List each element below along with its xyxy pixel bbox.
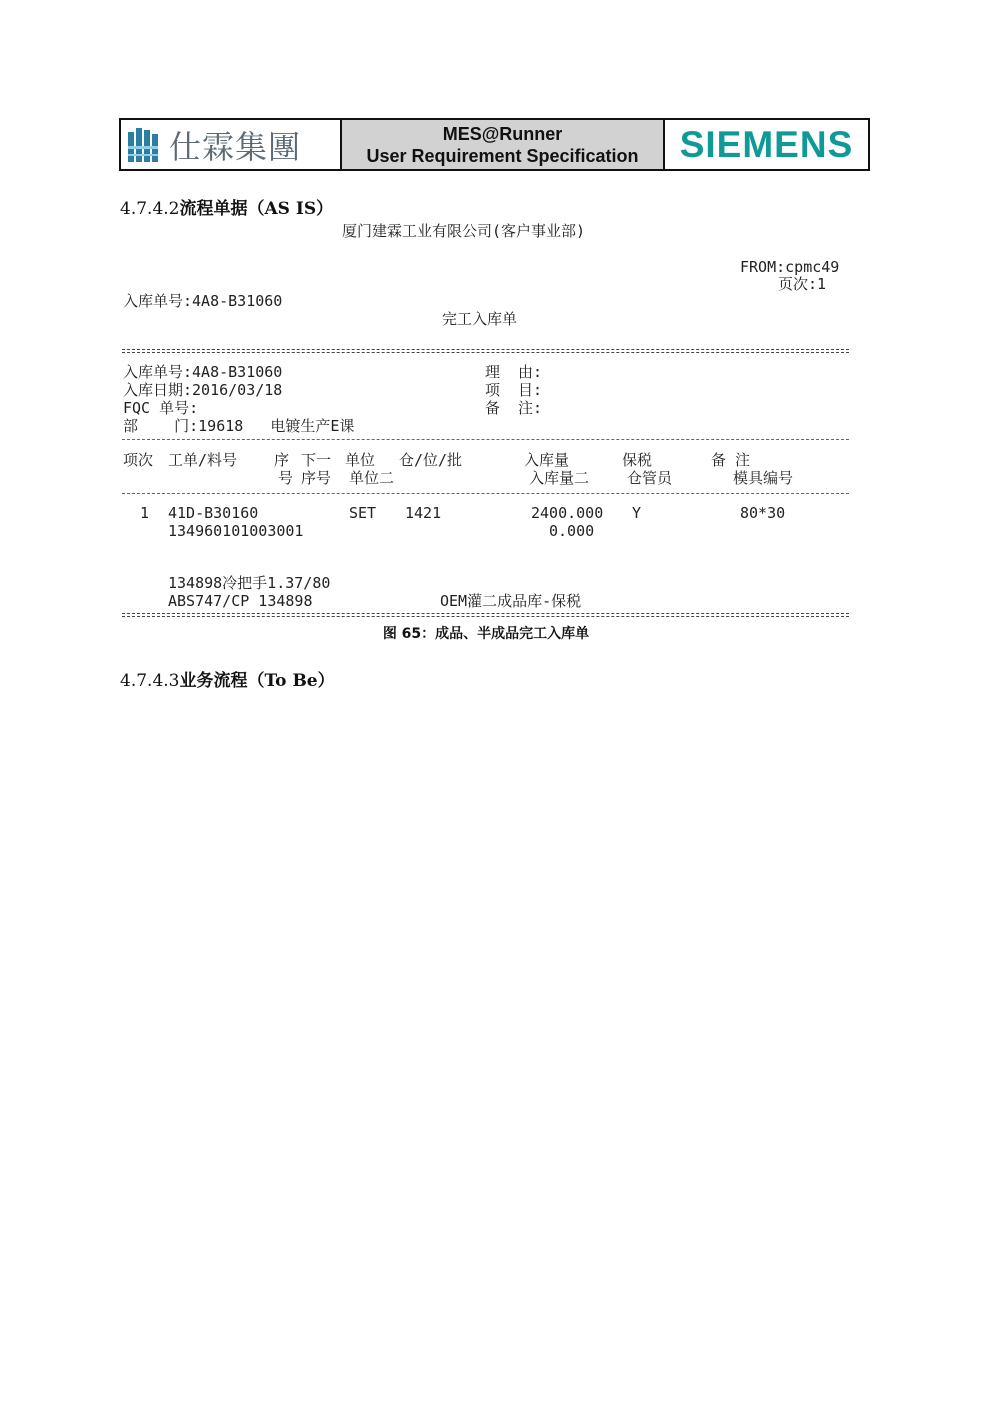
col-order-part: 工单/料号 [168, 451, 238, 469]
header-banner [119, 118, 870, 171]
col-item: 项次 [123, 451, 154, 469]
logo-mark-icon [127, 126, 163, 164]
row-unit: SET [349, 504, 377, 522]
col-location: 仓/位/批 [399, 451, 463, 469]
row-item: 1 [140, 504, 150, 522]
col-unit-2: 单位二 [349, 469, 395, 487]
info-receipt-number: 入库单号:4A8-B31060 [123, 363, 283, 381]
section-number: 4.7.4.2 [120, 199, 180, 219]
col-seq: 序 [274, 451, 290, 469]
info-project: 项 目: [485, 381, 543, 399]
warehouse-receipt-form [122, 220, 852, 622]
col-next-seq: 序号 [301, 469, 332, 487]
col-unit: 单位 [345, 451, 376, 469]
col-keeper: 仓管员 [627, 469, 673, 487]
col-quantity: 入库量 [524, 451, 570, 469]
col-quantity-2: 入库量二 [529, 469, 590, 487]
row-quantity: 2400.000 [531, 504, 604, 522]
row-warehouse: OEM灌二成品库-保税 [440, 592, 582, 610]
section-title: 流程单据（AS IS） [179, 199, 334, 219]
col-mold-number: 模具编号 [733, 469, 794, 487]
section-heading-as-is [120, 194, 333, 219]
row-location: 1421 [405, 504, 442, 522]
row-spec: ABS747/CP 134898 [168, 592, 313, 610]
single-rule [122, 493, 849, 494]
info-reason: 理 由: [485, 363, 543, 381]
col-seq-no: 号 [278, 469, 294, 487]
single-rule [122, 439, 849, 440]
row-mold-number: 80*30 [740, 504, 786, 522]
receipt-title: 完工入库单 [442, 310, 518, 328]
siemens-logo: SIEMENS [679, 123, 854, 165]
row-quantity-2: 0.000 [549, 522, 595, 540]
col-next: 下一 [301, 451, 332, 469]
row-description: 134898冷把手1.37/80 [168, 574, 331, 592]
section-number: 4.7.4.3 [120, 671, 180, 691]
row-part-number: 134960101003001 [168, 522, 304, 540]
info-fqc-number: FQC 单号: [123, 399, 199, 417]
info-department: 部 门:19618 电镀生产E课 [123, 417, 355, 435]
section-heading-to-be [120, 666, 335, 691]
logo-text: 仕霖集團 [169, 127, 302, 166]
receipt-company: 厦门建霖工业有限公司(客户事业部) [342, 222, 586, 240]
double-rule [122, 613, 849, 614]
company-logo [121, 120, 342, 169]
receipt-number-top: 入库单号:4A8-B31060 [123, 292, 283, 310]
section-title: 业务流程（To Be） [179, 671, 335, 691]
row-bonded: Y [632, 504, 642, 522]
receipt-page-number: 页次:1 [778, 275, 827, 293]
figure-caption: 图 65：成品、半成品完工入库单 [382, 626, 590, 642]
info-remark: 备 注: [485, 399, 543, 417]
col-remark: 备 注 [711, 451, 751, 469]
double-rule [122, 349, 849, 350]
info-receipt-date: 入库日期:2016/03/18 [123, 381, 283, 399]
product-name: MES@Runner [442, 123, 563, 144]
receipt-from: FROM:cpmc49 [740, 258, 840, 276]
col-bonded: 保税 [622, 451, 653, 469]
document-title-block [342, 120, 665, 169]
document-type: User Requirement Specification [366, 145, 639, 166]
row-order: 41D-B30160 [168, 504, 259, 522]
